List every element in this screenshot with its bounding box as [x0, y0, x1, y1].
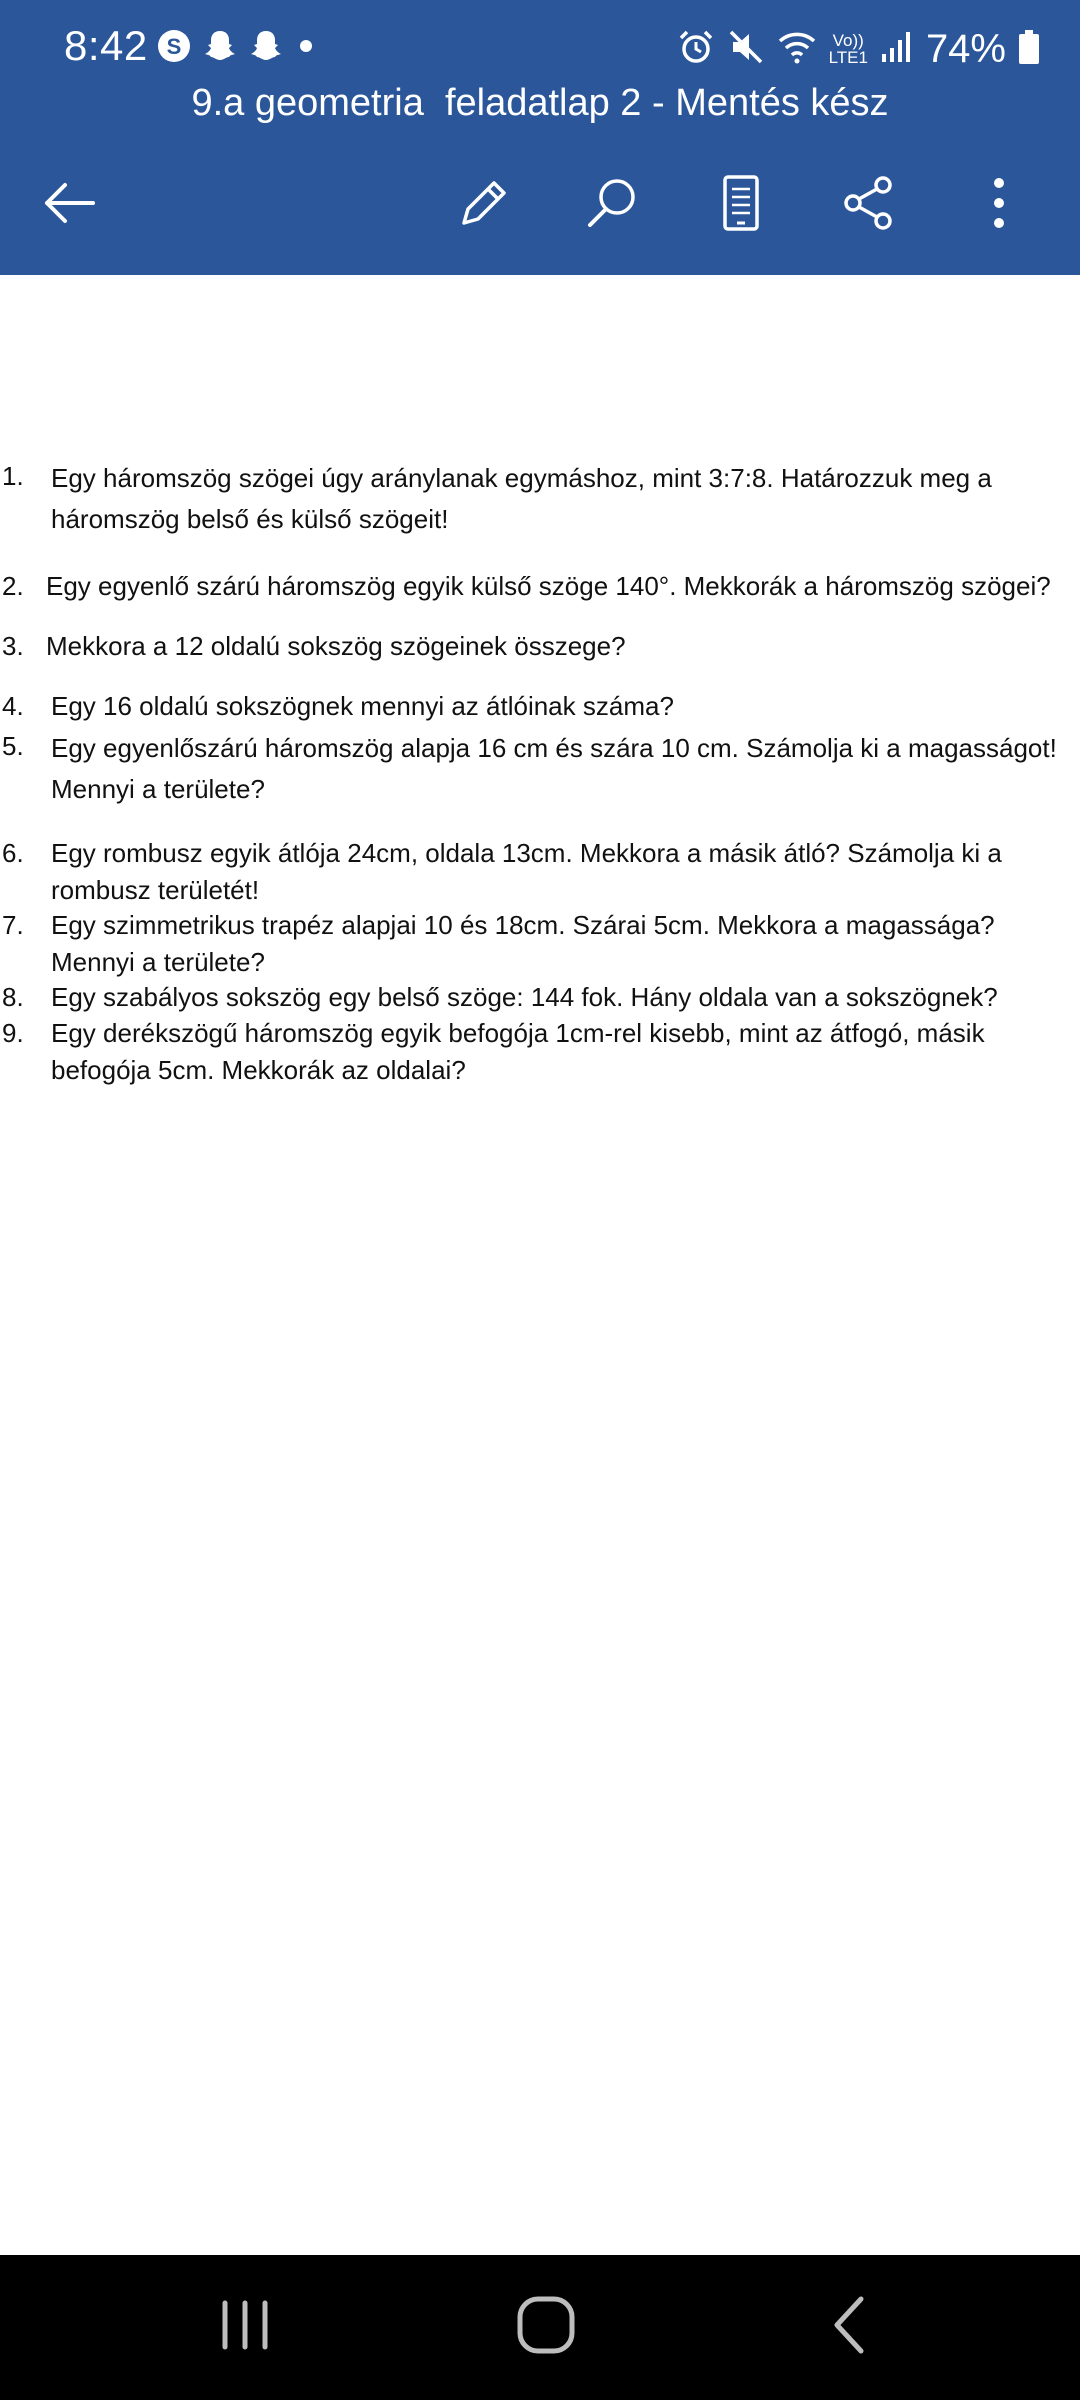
volte-lte-icon	[829, 32, 868, 66]
system-navigation-bar	[0, 2255, 1080, 2400]
home-icon	[514, 2293, 578, 2362]
question-text: Egy szimmetrikus trapéz alapjai 10 és 18cm. Szárai 5cm. Mekkora a magassága? Mennyi a területe?	[51, 910, 995, 977]
question-text: Egy egyenlőszárú háromszög alapja 16 cm és szára 10 cm. Számolja ki a magasságot! Mennyi a területe?	[51, 733, 1057, 804]
status-time: 8:42	[64, 22, 148, 69]
question-number: 8.	[2, 982, 24, 1012]
svg-text:S: S	[166, 33, 182, 59]
snapchat-icon	[248, 28, 284, 69]
back-icon	[825, 2293, 875, 2362]
question-text: Egy 16 oldalú sokszögnek mennyi az átlóinak száma?	[51, 691, 674, 721]
shazam-icon	[156, 28, 192, 69]
question-number: 5.	[2, 731, 24, 761]
question-text: Egy derékszögű háromszög egyik befogója 1cm-rel kisebb, mint az átfogó, másik befogója 5cm. Mekkorák az oldalai?	[51, 1018, 985, 1085]
battery-percent: 74%	[925, 26, 1006, 71]
question-number: 3.	[2, 631, 24, 661]
question-text: Egy egyenlő szárú háromszög egyik külső szöge 140°. Mekkorák a háromszög szögei?	[46, 571, 1051, 601]
app-header	[0, 0, 1080, 275]
battery-icon	[1018, 29, 1040, 70]
toolbar	[0, 160, 1080, 250]
question-text: Egy rombusz egyik átlója 24cm, oldala 13cm. Mekkora a másik átló? Számolja ki a rombusz területét!	[51, 838, 1002, 905]
alarm-icon	[677, 28, 715, 71]
recents-icon	[215, 2295, 275, 2360]
question-number: 4.	[2, 691, 24, 721]
volte-label: Vo))	[832, 31, 864, 50]
edit-button[interactable]	[439, 160, 529, 250]
back-button[interactable]	[24, 160, 114, 250]
lte-label: LTE1	[828, 48, 868, 67]
question-text: Egy háromszög szögei úgy aránylanak egymáshoz, mint 3:7:8. Határozzuk meg a háromszög belső és külső szögeit!	[51, 463, 992, 534]
mobile-view-icon	[719, 173, 763, 238]
recents-button[interactable]	[175, 2255, 315, 2400]
question-number: 2.	[2, 571, 24, 601]
more-options-button[interactable]	[954, 160, 1044, 250]
search-icon	[582, 173, 642, 238]
back-arrow-icon	[39, 178, 99, 233]
status-icons	[677, 22, 1040, 76]
document-title: 9.a geometria feladatlap 2 - Mentés kész	[191, 82, 889, 124]
notification-icons	[156, 28, 318, 68]
search-button[interactable]	[567, 160, 657, 250]
nav-back-button[interactable]	[780, 2255, 920, 2400]
more-vert-icon	[989, 173, 1009, 238]
mobile-view-button[interactable]	[696, 160, 786, 250]
share-button[interactable]	[824, 160, 914, 250]
question-number: 6.	[2, 838, 24, 868]
signal-icon	[880, 28, 914, 71]
question-1	[0, 458, 1080, 538]
wifi-icon	[777, 28, 817, 71]
dot-icon	[294, 34, 318, 63]
home-button[interactable]	[476, 2255, 616, 2400]
snapchat-icon	[202, 28, 238, 69]
question-number: 1.	[2, 461, 24, 491]
pencil-icon	[454, 173, 514, 238]
share-icon	[839, 173, 899, 238]
document-page[interactable]	[0, 275, 1080, 2255]
question-text: Mekkora a 12 oldalú sokszög szögeinek összege?	[46, 631, 626, 661]
question-text: Egy szabályos sokszög egy belső szöge: 144 fok. Hány oldala van a sokszögnek?	[51, 982, 998, 1012]
question-number: 7.	[2, 910, 24, 940]
question-number: 9.	[2, 1018, 24, 1048]
mute-icon	[727, 28, 765, 71]
